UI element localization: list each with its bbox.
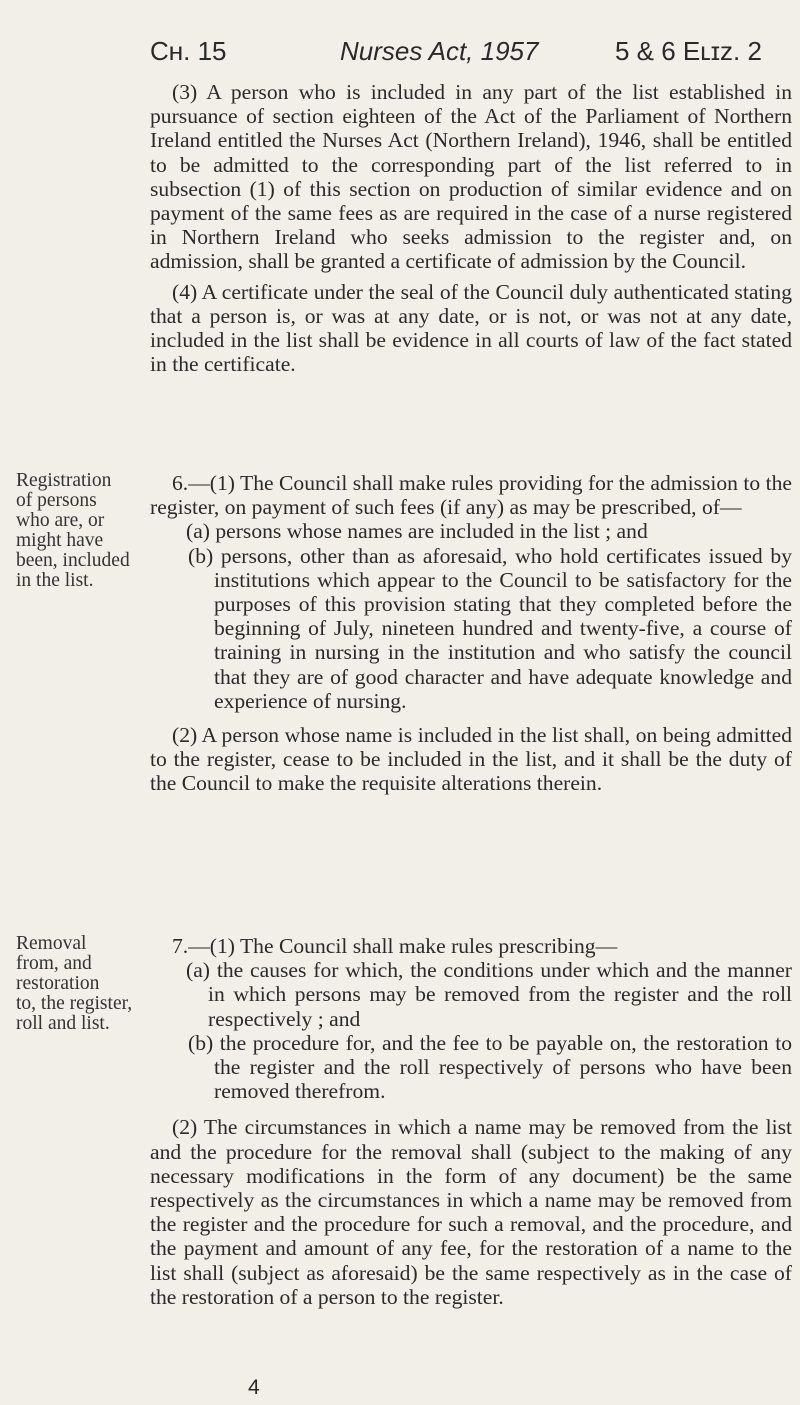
margin-note-line: of persons [16,490,97,511]
margin-note-registration [16,471,166,591]
section-5-subsection-4: (4) A certificate under the seal of the Council duly authenticated stating that a person is, or was at any date, or is not, or was not at any date, included in the list shall be evidence in all courts of law of the fact stated in the certificate. [150,279,792,377]
margin-note-line: roll and list. [16,1013,110,1034]
margin-note-line: might have [16,530,104,551]
section-6-item-b: (b) persons, other than as aforesaid, who hold certificates issued by institutions which appear to the Council to be satisfactory for the purposes of this provision stating that they completed before the beginning of July, nineteen hundred and twenty-five, a course of training in nursing in the institution and who satisfy the council that they are of good character and have adequate knowledge and experience of nursing. [188,543,792,713]
chapter-label: Cʜ. 15 [150,36,227,66]
section-7-subsection-1: 7.—(1) The Council shall make rules prescribing— [172,934,618,958]
margin-note-line: to, the register, [16,993,133,1014]
section-6-subsection-1: 6.—(1) The Council shall make rules providing for the admission to the register, on payment of such fees (if any) as may be prescribed, of— [150,471,792,520]
margin-note-line: Registration [16,470,112,491]
section-7-item-a: (a) the causes for which, the conditions under which and the manner in which persons may be removed from the register and the roll respectively ; and [186,958,792,1031]
act-title: Nurses Act, 1957 [340,36,539,66]
margin-note-removal [16,934,166,1034]
margin-note-line: who are, or [16,510,105,531]
section-6 [150,471,792,796]
margin-note-line: from, and [16,953,92,974]
page-number: 4 [248,1376,260,1399]
margin-note-line: restoration [16,973,100,994]
section-6-item-a: (a) persons whose names are included in the list ; and [186,519,648,544]
section-5-continued [150,80,792,376]
section-7-item-b: (b) the procedure for, and the fee to be payable on, the restoration to the register and the roll respectively of persons who have been removed therefrom. [188,1030,792,1104]
section-7-subsection-2: (2) The circumstances in which a name may be removed from the list and the procedure for the removal shall (subject to the making of any necessary modifications in the form of any document) be the same respectively as the circumstances in which a name may be removed from the register and the procedure for such a removal, and the procedure, and the payment and amount of any fee, for the restoration of a name to the list shall (subject as aforesaid) be the same respectively as in the case of the restoration of a person to the register. [150,1115,792,1309]
margin-note-line: been, included [16,550,130,571]
section-5-subsection-3: (3) A person who is included in any part of the list established in pursuance of section eighteen of the Act of the Parliament of Northern Ireland entitled the Nurses Act (Northern Ireland), 1946, shall be entitled to be admitted to the corresponding part of the list referred to in subsection (1) of this section on production of similar evidence and on payment of the same fees as are required in the case of a nurse registered in Northern Ireland who seeks admission to the register and, on admission, shall be granted a certificate of admission by the Council. [150,80,792,274]
section-6-subsection-2: (2) A person whose name is included in the list shall, on being admitted to the register, cease to be included in the list, and it shall be the duty of the Council to make the requisite alterations therein. [150,723,792,796]
regnal-year: 5 & 6 Eʟɪz. 2 [615,36,762,66]
margin-note-line: Removal [16,933,87,954]
section-7 [150,934,792,1309]
margin-note-line: in the list. [16,570,94,591]
